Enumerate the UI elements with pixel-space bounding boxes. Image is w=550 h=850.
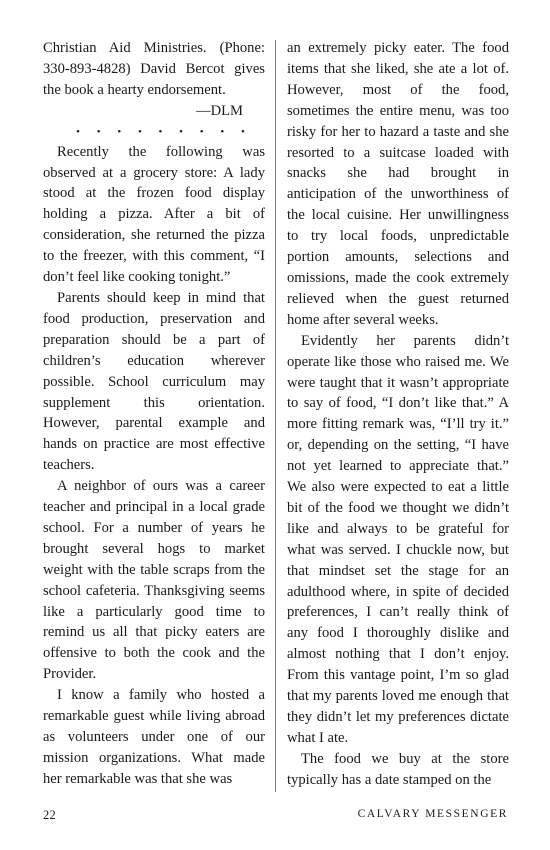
continued-paragraph: Christian Aid Ministries. (Phone: 330-893-4828) David Bercot gives the book a hearty endorsement. [43,40,265,98]
paragraph: Recently the following was observed at a grocery store: A lady stood at the frozen food display holding a pizza. After a bit of consideration, she returned the pizza to the freezer, with this comment, “I don’t feel like cooking tonight.” [43,143,265,286]
column-divider [275,40,276,792]
left-column [43,38,265,790]
paragraph: I know a family who hosted a remarkable guest while living abroad as volunteers under one of our mission organizations. What made her remarkable was that she was [43,687,265,787]
author-signature: —DLM [195,102,243,119]
paragraph: Parents should keep in mind that food production, preservation and preparation should be a part of children’s education wherever possible. School curriculum may supplement this orientation. However, parental example and hands on practice are most effective teachers. [43,289,265,474]
page-number: 22 [43,808,57,822]
paragraph: Evidently her parents didn’t operate like those who raised me. We were taught that it wasn’t appropriate to say of food, “I don’t like that.” A more fitting remark was, “I’ll try it.” or, depending on the setting, “I have not yet learned to appreciate that.” We also were expected to eat a little bit of the food we thought we didn’t like and always to be grateful for what was served. I chuckle now, but that mindset set the stage for an adulthood where, in spite of decided preferences, I can’t really think of any food I thoroughly dislike and almost nothing that I don’t enjoy. From this vantage point, I’m so glad that my parents loved me enough that they didn’t let my preferences dictate what I ate. [287,332,509,746]
continued-paragraph: an extremely picky eater. The food items that she liked, she ate a lot of. However, most of the food, sometimes the entire menu, was too risky for her to hazard a taste and she resorted to a suitcase loaded with snacks she had brought in anticipation of the unworthiness of the local cuisine. Her unwillingness to try local foods, unpredictable portion amounts, selections and omissions, made the cook extremely relieved when the guest returned home after several weeks. [287,40,509,328]
section-separator: • • • • • • • • • [76,125,252,138]
paragraph: A neighbor of ours was a career teacher and principal in a local grade school. For a number of years he brought several hogs to market weight with the table scraps from the school cafeteria. Thanksgiving seems like a particularly good time to remind us all that picky eaters are offensive to both the cook and the Provider. [43,478,265,683]
publication-title: CALVARY MESSENGER [357,808,508,820]
right-column [287,38,509,791]
paragraph: The food we buy at the store typically has a date stamped on the [287,750,509,788]
